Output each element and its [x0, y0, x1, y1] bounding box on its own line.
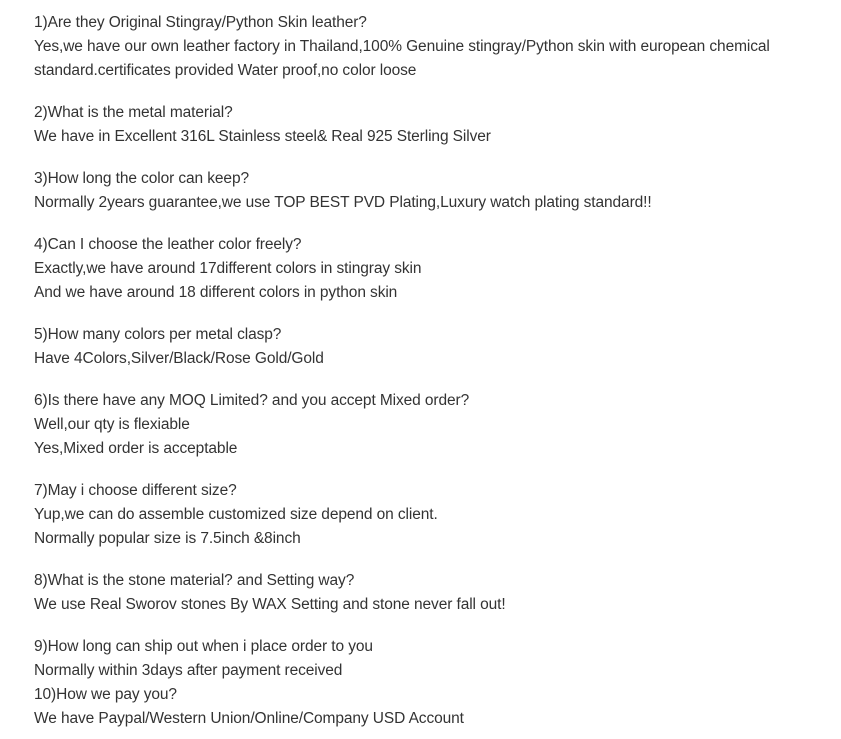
faq-list: [34, 11, 834, 731]
faq-answer: Yes,Mixed order is acceptable: [34, 440, 238, 457]
faq-answer: Yup,we can do assemble customized size depend on client.: [34, 506, 438, 523]
faq-answer: Well,our qty is flexiable: [34, 416, 190, 433]
faq-item-3: [34, 167, 834, 215]
faq-question: 2)What is the metal material?: [34, 104, 233, 121]
faq-answer: We use Real Sworov stones By WAX Setting and stone never fall out!: [34, 596, 506, 613]
faq-question: 4)Can I choose the leather color freely?: [34, 236, 302, 253]
faq-question: 7)May i choose different size?: [34, 482, 237, 499]
faq-item-6: [34, 389, 834, 461]
faq-item-1: [34, 11, 834, 83]
faq-answer: Yes,we have our own leather factory in Thailand,100% Genuine stingray/Python skin with european chemical: [34, 38, 770, 55]
faq-answer: Normally popular size is 7.5inch &8inch: [34, 530, 301, 547]
faq-question: 3)How long the color can keep?: [34, 170, 249, 187]
faq-answer: Exactly,we have around 17different colors in stingray skin: [34, 260, 422, 277]
faq-question: 10)How we pay you?: [34, 686, 177, 703]
faq-item-7: [34, 479, 834, 551]
faq-answer: Normally 2years guarantee,we use TOP BEST PVD Plating,Luxury watch plating standard!!: [34, 194, 652, 211]
faq-answer: We have Paypal/Western Union/Online/Company USD Account: [34, 710, 464, 727]
faq-question: 1)Are they Original Stingray/Python Skin leather?: [34, 14, 367, 31]
faq-item-10: [34, 683, 834, 731]
faq-item-5: [34, 323, 834, 371]
faq-question: 8)What is the stone material? and Setting way?: [34, 572, 355, 589]
faq-answer: Have 4Colors,Silver/Black/Rose Gold/Gold: [34, 350, 324, 367]
faq-answer: We have in Excellent 316L Stainless steel& Real 925 Sterling Silver: [34, 128, 491, 145]
faq-question: 5)How many colors per metal clasp?: [34, 326, 282, 343]
faq-question: 6)Is there have any MOQ Limited? and you accept Mixed order?: [34, 392, 470, 409]
faq-answer: Normally within 3days after payment received: [34, 662, 343, 679]
faq-answer: standard.certificates provided Water proof,no color loose: [34, 62, 417, 79]
faq-question: 9)How long can ship out when i place order to you: [34, 638, 373, 655]
faq-item-2: [34, 101, 834, 149]
faq-answer: And we have around 18 different colors in python skin: [34, 284, 398, 301]
faq-item-9: [34, 635, 834, 683]
faq-item-4: [34, 233, 834, 305]
faq-item-8: [34, 569, 834, 617]
